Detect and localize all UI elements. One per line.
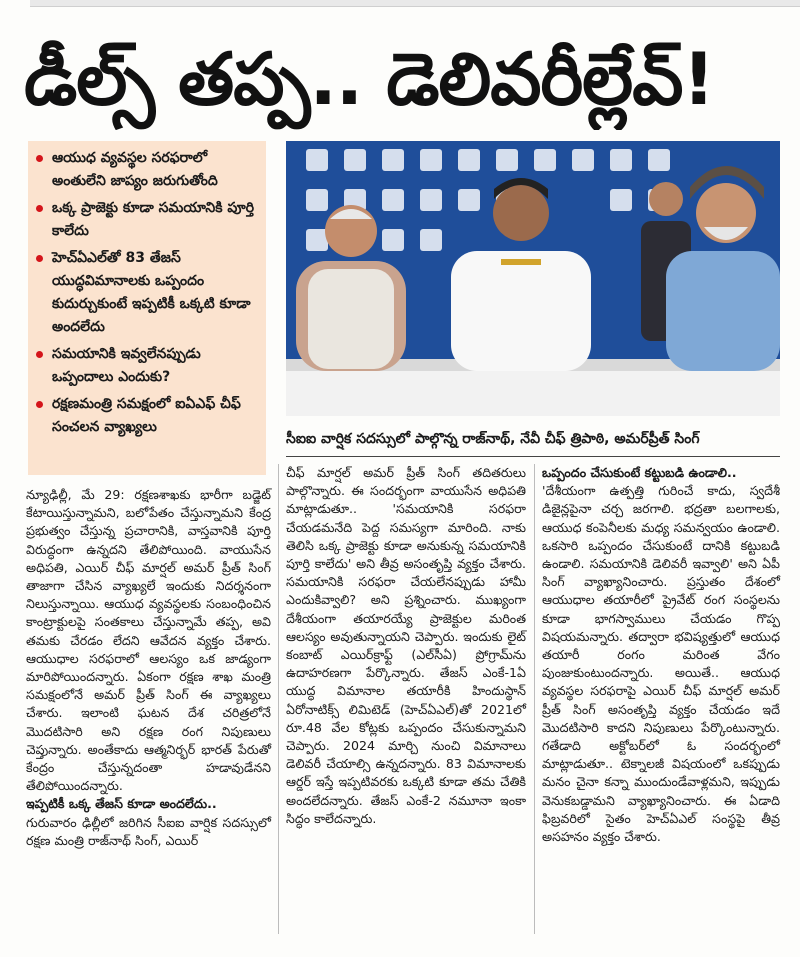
headline: డీల్స్ తప్ప.. డెలివరీల్లేవ్!	[24, 37, 715, 121]
page-top-border	[30, 0, 800, 7]
highlight-item	[36, 147, 258, 193]
article-column-3	[542, 464, 780, 846]
bullet-dot-icon	[36, 351, 43, 358]
highlight-item	[36, 343, 258, 389]
bullet-dot-icon	[36, 255, 43, 262]
column-divider	[278, 464, 279, 934]
highlight-text: సమయానికి ఇవ్వలేనప్పుడు ఒప్పందాలు ఎందుకు?	[52, 346, 201, 385]
bullet-dot-icon	[36, 205, 43, 212]
bullet-dot-icon	[36, 401, 43, 408]
bullet-dot-icon	[36, 155, 43, 162]
highlight-text: రక్షణమంత్రి సమక్షంలో ఐఏఎఫ్ చీఫ్ సంచలన వ్యాఖ్యలు	[52, 396, 241, 435]
highlight-item	[36, 197, 258, 243]
article-subheading: ఇప్పటికీ ఒక్క తేజస్ కూడా అందలేదు..	[26, 796, 217, 812]
article-paragraph: 'దేశీయంగా ఉత్పత్తి గురించే కాదు, స్వదేశీ డిజైన్లపైనా చర్చ జరగాలి. భద్రతా బలగాలకు, ఆయుధ కంపెనీలకు మధ్య సమన్వయం ఉండాలి. ఒకసారి ఒప్పందం చేసుకుంటే దానికి కట్టుబడి ఉండాలి. సమయానికి డెలివరీ ఇవ్వాలి' అని ఏపీ సింగ్ వ్యాఖ్యానించారు. ప్రస్తుతం దేశంలో ఆయుధాల తయారీలో ప్రైవేట్ రంగ సంస్థలను కూడా భాగస్వాములు చేయడం గొప్ప విషయమన్నారు. తద్వారా భవిష్యత్తులో ఆయుధ తయారీ రంగం మరింత వేగం పుంజుకుంటుందన్నారు. అయితే.. ఆయుధ వ్యవస్థల సరఫరాపై ఎయిర్ చీఫ్ మార్షల్ అమర్ ప్రీత్ సింగ్ అసంతృప్తి వ్యక్తం చేయడం ఇదే మొదటిసారి కాదని నిపుణులు పేర్కొంటున్నారు. గతేడాది అక్టోబర్‌లో ఓ సందర్భంలో మాట్లాడుతూ.. టెక్నాలజీ విషయంలో ఒకప్పుడు మనం చైనా కన్నా ముందుండేవాళ్లమని, ఇప్పుడు వెనుకబడ్డామని వ్యాఖ్యానించారు. ఈ ఏడాది ఫిబ్రవరిలో సైతం హెచ్ఏఎల్ సంస్థపై తీవ్ర అసహనం వ్యక్తం చేశారు.	[542, 483, 780, 845]
highlight-item	[36, 393, 258, 439]
article-column-2	[286, 464, 526, 828]
news-photo	[286, 141, 780, 416]
highlight-item	[36, 247, 258, 339]
highlight-text: ఒక్క ప్రాజెక్టు కూడా సమయానికి పూర్తి కాలేదు	[52, 200, 255, 239]
article-paragraph: చీఫ్ మార్షల్ అమర్ ప్రీత్ సింగ్ తదితరులు పాల్గొన్నారు. ఈ సందర్భంగా వాయుసేన అధిపతి మాట్లాడుతూ.. 'సమయానికి సరఫరా చేయడమనేది పెద్ద సమస్యగా మారింది. నాకు తెలిసి ఒక్క ప్రాజెక్టు కూడా అనుకున్న సమయానికి పూర్తి కాలేదు' అని తీవ్ర అసంతృప్తి వ్యక్తం చేశారు. సమయానికి సరఫరా చేయలేనప్పుడు హామీ ఎందుకివ్వాలి? అని ప్రశ్నించారు. ముఖ్యంగా దేశీయంగా తయారయ్యే ప్రాజెక్టుల మరింత ఆలస్యం అవుతున్నాయని చెప్పారు. ఇందుకు లైట్ కంబాట్ ఎయిర్‌క్రాఫ్ట్ (ఎల్‌సీఏ) ప్రోగ్రామ్‌ను ఉదాహరణగా పేర్కొన్నారు. తేజస్ ఎంకే-1ఏ యుద్ధ విమానాల తయారీకి హిందుస్థాన్ ఏరోనాటిక్స్ లిమిటెడ్ (హెచ్ఏఎల్)తో 2021లో రూ.48 వేల కోట్లకు ఒప్పందం చేసుకున్నామని చెప్పారు. 2024 మార్చి నుంచి విమానాలు డెలివరీ చేయాల్సి ఉన్నదన్నారు. 83 విమానాలకు ఆర్డర్ ఇస్తే ఇప్పటివరకు ఒక్కటి కూడా తమ చేతికి అందలేదన్నారు. తేజస్ ఎంకే-2 నమూనా ఇంకా సిద్ధం కాలేదన్నారు.	[286, 465, 526, 826]
photo-illustration	[286, 141, 780, 416]
article-column-1	[26, 486, 271, 850]
highlight-text: హెచ్ఏఎల్‌తో 83 తేజస్ యుద్ధవిమానాలకు ఒప్పందం కుదుర్చుకుంటే ఇప్పటికీ ఒక్కటి కూడా అందలేదు	[52, 250, 251, 335]
photo-caption: సీఐఐ వార్షిక సదస్సులో పాల్గొన్న రాజ్‌నాథ్, నేవీ చీఫ్ త్రిపాఠి, అమర్‌ప్రీత్ సింగ్	[286, 422, 780, 457]
article-paragraph: న్యూఢిల్లీ, మే 29: రక్షణశాఖకు భారీగా బడ్జెట్ కేటాయిస్తున్నామని, బలోపేతం చేస్తున్నామని కేంద్ర ప్రభుత్వం చేస్తున్న ప్రచారానికి, వాస్తవానికి పూర్తి విరుద్ధంగా ఉన్నదని తేలిపోయింది. వాయుసేన అధిపతి, ఎయిర్ చీఫ్ మార్షల్ అమర్ ప్రీత్ సింగ్ తాజాగా చేసిన వ్యాఖ్యలే ఇందుకు నిదర్శనంగా నిలుస్తున్నాయి. ఆయుధ వ్యవస్థలకు సంబంధించిన కాంట్రాక్టులపై సంతకాలు చేస్తున్నామే తప్ప, అవి తమకు చేరడం లేదని ఆవేదన వ్యక్తం చేశారు. ఆయుధాల సరఫరాలో ఆలస్యం ఒక జాడ్యంగా మారిపోయిందన్నారు. ఏకంగా రక్షణ శాఖ మంత్రి సమక్షంలోనే అమర్ ప్రీత్ సింగ్ ఈ వ్యాఖ్యలు చేశారు. ఇలాంటి ఘటన దేశ చరిత్రలోనే మొదటిసారి అని రక్షణ రంగ నిపుణులు చెప్తున్నారు. అంతేకాదు ఆత్మనిర్భర్ భారత్ పేరుతో కేంద్రం చేస్తున్నదంతా హడావుడేనని తేలిపోయిందన్నారు.	[26, 487, 271, 794]
article-paragraph: గురువారం ఢిల్లీలో జరిగిన సీఐఐ వార్షిక సదస్సులో రక్షణ మంత్రి రాజ్‌నాథ్ సింగ్, ఎయిర్	[26, 814, 271, 848]
highlight-text: ఆయుధ వ్యవస్థల సరఫరాలో అంతులేని జాప్యం జరుగుతోంది	[52, 150, 218, 189]
highlights-box	[28, 141, 266, 475]
article-subheading: ఒప్పందం చేసుకుంటే కట్టుబడి ఉండాలి..	[542, 465, 737, 480]
column-divider	[534, 464, 535, 934]
